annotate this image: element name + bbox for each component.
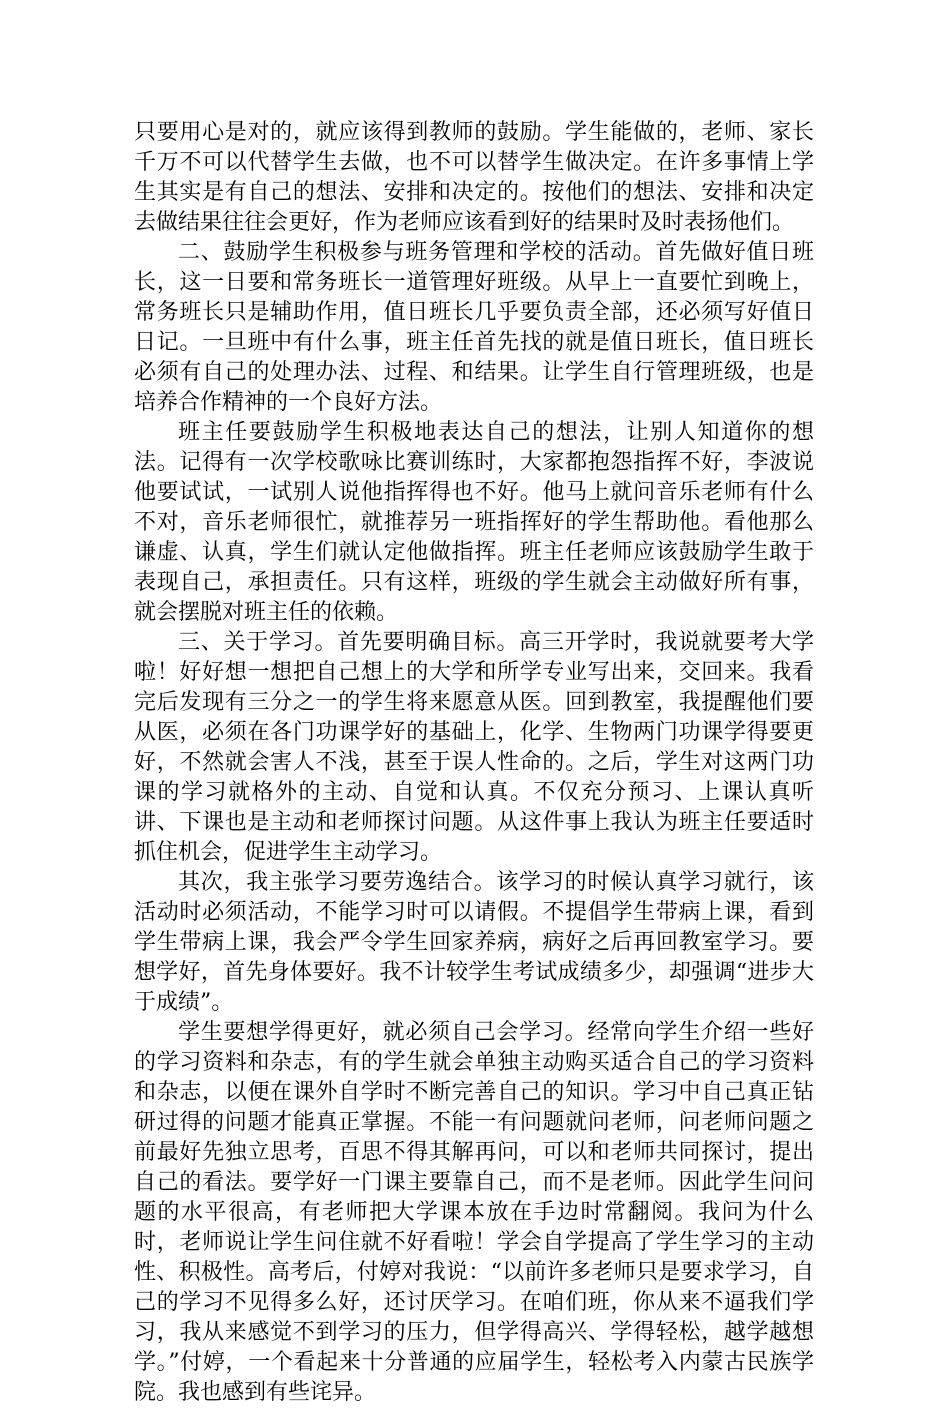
document-page xyxy=(134,118,814,1408)
paragraph-class-management: 二、鼓励学生积极参与班务管理和学校的活动。首先做好值日班长，这一日要和常务班长一道管理好班级。从早上一直要忙到晚上，常务班长只是辅助作用，值日班长几乎要负责全部，还必须写好值日日记。一旦班中有什么事，班主任首先找的就是值日班长，值日班长必须有自己的处理办法、过程、和结果。让学生自行管理班级，也是培养合作精神的一个良好方法。 xyxy=(134,240,814,415)
paragraph-express-ideas: 班主任要鼓励学生积极地表达自己的想法，让别人知道你的想法。记得有一次学校歌咏比赛训练时，大家都抱怨指挥不好，李波说他要试试，一试别人说他指挥得也不好。他马上就问音乐老师有什么不对，音乐老师很忙，就推荐另一班指挥好的学生帮助他。看他那么谦虚、认真，学生们就认定他做指挥。班主任老师应该鼓励学生敢于表现自己，承担责任。只有这样，班级的学生就会主动做好所有事，就会摆脱对班主任的依赖。 xyxy=(134,420,814,625)
paragraph-encouragement: 只要用心是对的，就应该得到教师的鼓励。学生能做的，老师、家长千万不可以代替学生去做，也不可以替学生做决定。在许多事情上学生其实是有自己的想法、安排和决定的。按他们的想法、安排和决定去做结果往往会更好，作为老师应该看到好的结果时及时表扬他们。 xyxy=(134,120,814,235)
paragraph-self-study: 学生要想学得更好，就必须自己会学习。经常向学生介绍一些好的学习资料和杂志，有的学生就会单独主动购买适合自己的学习资料和杂志，以便在课外自学时不断完善自己的知识。学习中自己真正钻研过得的问题才能真正掌握。不能一有问题就问老师，问老师问题之前最好先独立思考，百思不得其解再问，可以和老师共同探讨，提出自己的看法。要学好一门课主要靠自己，而不是老师。因此学生问问题的水平很高，有老师把大学课本放在手边时常翻阅。我问为什么时，老师说让学生问住就不好看啦！学会自学提高了学生学习的主动性、积极性。高考后，付婷对我说：“以前许多老师只是要求学习，自己的学习不见得多么好，还讨厌学习。在咱们班，你从来不逼我们学习，我从来感觉不到学习的压力，但学得高兴、学得轻松，越学越想学。”付婷，一个看起来十分普通的应届学生，轻松考入内蒙古民族学院。我也感到有些诧异。 xyxy=(134,1020,814,1405)
paragraph-study-goals: 三、关于学习。首先要明确目标。高三开学时，我说就要考大学啦！好好想一想把自己想上的大学和所学专业写出来，交回来。我看完后发现有三分之一的学生将来愿意从医。回到教室，我提醒他们要从医，必须在各门功课学好的基础上，化学、生物两门功课学得要更好，不然就会害人不浅，甚至于误人性命的。之后，学生对这两门功课的学习就格外的主动、自觉和认真。不仅充分预习、上课认真听讲、下课也是主动和老师探讨问题。从这件事上我认为班主任要适时抓住机会，促进学生主动学习。 xyxy=(134,630,814,865)
paragraph-work-rest-balance: 其次，我主张学习要劳逸结合。该学习的时候认真学习就行，该活动时必须活动，不能学习时可以请假。不提倡学生带病上课，看到学生带病上课，我会严令学生回家养病，病好之后再回教室学习。要想学好，首先身体要好。我不计较学生考试成绩多少，却强调“进步大于成绩”。 xyxy=(134,870,814,1015)
